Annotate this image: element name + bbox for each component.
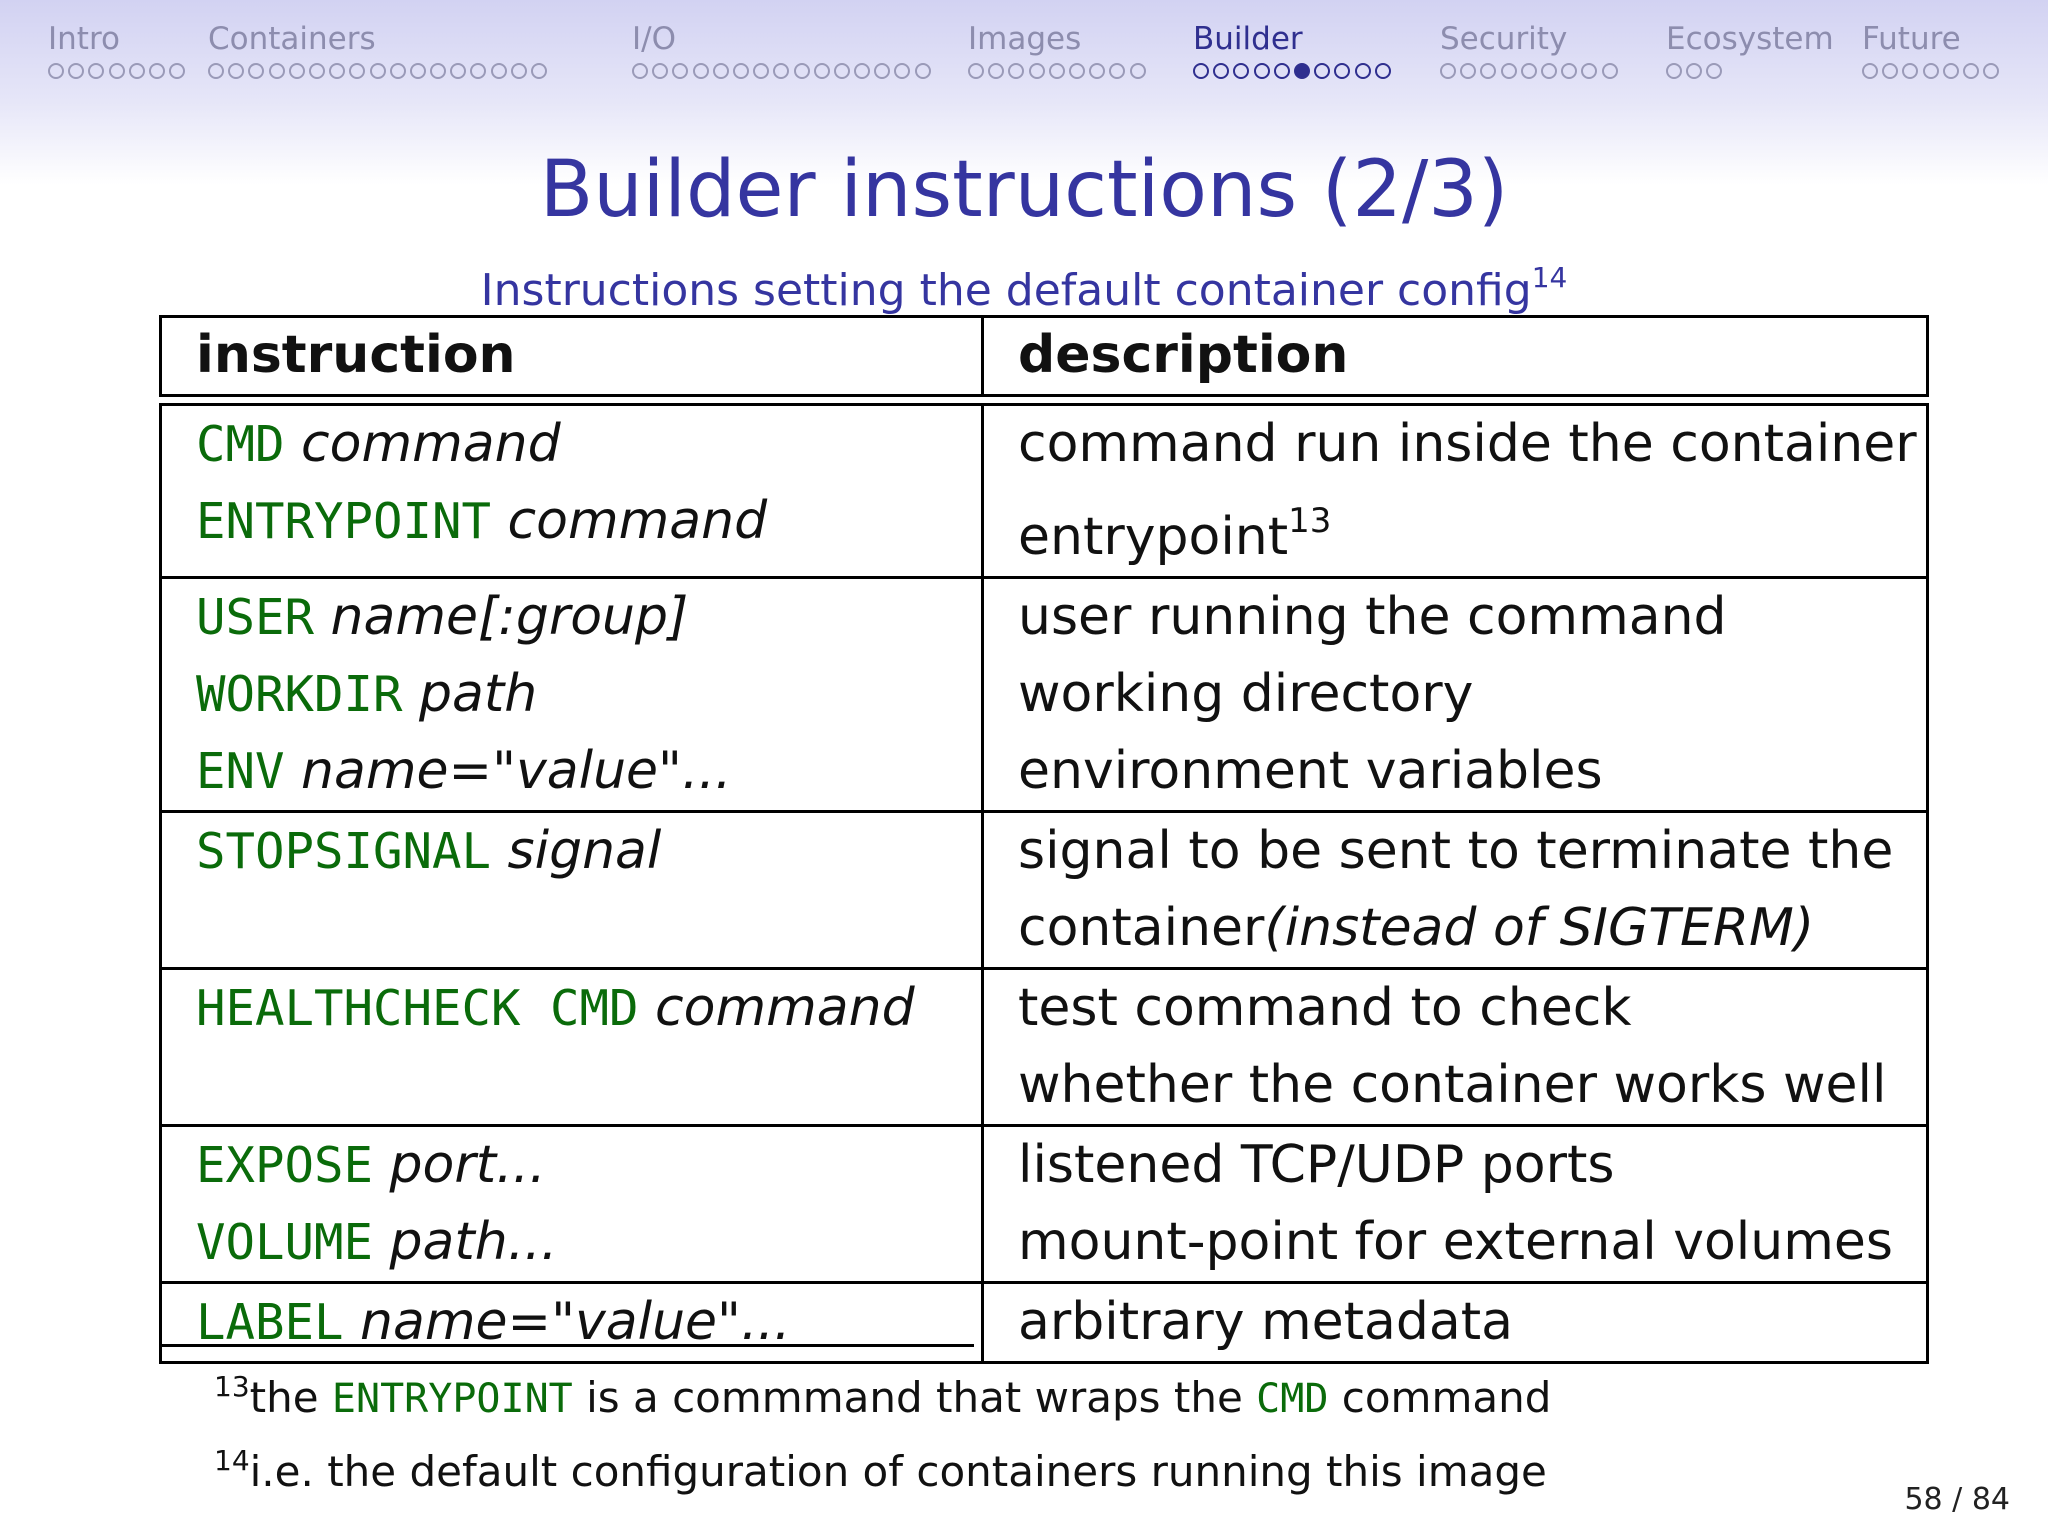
slide-dot[interactable] (228, 63, 244, 79)
table-row (161, 1283, 1928, 1363)
nav-section-dots (1193, 63, 1395, 85)
header-separator (161, 396, 1928, 405)
slide-title: Builder instructions (2/3) (539, 145, 1509, 235)
instruction-cell (161, 1126, 983, 1283)
slide-dot[interactable] (1460, 63, 1476, 79)
instruction-keyword: VOLUME (196, 1214, 374, 1271)
slide-dot[interactable] (1882, 63, 1898, 79)
instruction-line (196, 1284, 981, 1361)
slide-dot[interactable] (834, 63, 850, 79)
slide-dot[interactable] (1501, 63, 1517, 79)
instruction-keyword: CMD (196, 416, 285, 473)
instruction-keyword: ENV (196, 743, 285, 800)
slide-dot[interactable] (309, 63, 325, 79)
nav-section-dots (632, 63, 935, 85)
slide-dot[interactable] (1049, 63, 1065, 79)
instruction-keyword: USER (196, 589, 315, 646)
nav-section-label: I/O (632, 21, 676, 57)
description-text: entrypoint (1018, 507, 1289, 567)
slide-dot[interactable] (1130, 63, 1146, 79)
slide-dot[interactable] (1706, 63, 1722, 79)
slide-dot[interactable] (874, 63, 890, 79)
nav-section-intro[interactable] (48, 18, 189, 85)
slide-dot[interactable] (672, 63, 688, 79)
instruction-keyword: HEALTHCHECK CMD (196, 980, 639, 1037)
nav-section-label: Builder (1193, 21, 1303, 57)
table-row (161, 969, 1928, 1126)
current-slide-dot[interactable] (1294, 63, 1310, 79)
slide-dot[interactable] (1541, 63, 1557, 79)
description-italic-text: (instead of SIGTERM) (1264, 898, 1815, 958)
footnote-13 (214, 1356, 1551, 1430)
slide-dot[interactable] (1375, 63, 1391, 79)
slide-dot[interactable] (531, 63, 547, 79)
slide-dot[interactable] (129, 63, 145, 79)
footnote-marker-14[interactable]: 14 (1531, 261, 1568, 294)
instruction-line (196, 813, 981, 890)
instruction-line (196, 483, 981, 560)
nav-section-label: Security (1440, 21, 1568, 57)
slide-dot[interactable] (48, 63, 64, 79)
description-line: user running the command (1018, 587, 1727, 647)
footnote-text: the (249, 1373, 332, 1422)
table-row (161, 1126, 1928, 1283)
slide-dot[interactable] (1561, 63, 1577, 79)
footnote-marker-13[interactable]: 13 (1288, 501, 1332, 541)
description-cell (983, 969, 1928, 1126)
footnote-rule (159, 1344, 974, 1347)
slide-dot[interactable] (1314, 63, 1330, 79)
slide-dot[interactable] (1862, 63, 1878, 79)
instruction-argument: name[:group] (330, 587, 689, 647)
description-line (1018, 890, 1926, 967)
slide-dot[interactable] (1213, 63, 1229, 79)
instruction-line (196, 1204, 981, 1281)
nav-section-ecosystem[interactable] (1666, 18, 1834, 85)
footnote-number: 14 (214, 1444, 250, 1477)
instruction-cell (161, 405, 983, 578)
description-cell (983, 578, 1928, 812)
slide-dot[interactable] (1233, 63, 1249, 79)
slide-dot[interactable] (713, 63, 729, 79)
instruction-keyword: STOPSIGNAL (196, 823, 492, 880)
nav-section-label: Future (1862, 21, 1961, 57)
slide-dot[interactable] (1008, 63, 1024, 79)
slide-dot[interactable] (968, 63, 984, 79)
description-text: container (1018, 898, 1265, 958)
nav-section-security[interactable] (1440, 18, 1622, 85)
nav-section-builder[interactable] (1193, 18, 1395, 85)
slide-dot[interactable] (370, 63, 386, 79)
slide-dot[interactable] (1686, 63, 1702, 79)
slide-dot[interactable] (1193, 63, 1209, 79)
slide-dot[interactable] (894, 63, 910, 79)
description-line: listened TCP/UDP ports (1018, 1135, 1615, 1195)
instruction-line (196, 579, 981, 656)
slide-dot[interactable] (1254, 63, 1270, 79)
instruction-keyword: EXPOSE (196, 1137, 374, 1194)
description-line: environment variables (1018, 741, 1603, 801)
nav-section-label: Intro (48, 21, 120, 57)
slide-dot[interactable] (1480, 63, 1496, 79)
slide-dot[interactable] (1334, 63, 1350, 79)
slide-dot[interactable] (289, 63, 305, 79)
instruction-line (196, 733, 981, 810)
slide-dot[interactable] (390, 63, 406, 79)
description-line: whether the container works well (1018, 1055, 1887, 1115)
nav-section-label: Containers (208, 21, 376, 57)
slide-dot[interactable] (248, 63, 264, 79)
slide-dot[interactable] (430, 63, 446, 79)
table-row (161, 405, 1928, 578)
instruction-argument: name="value"... (360, 1292, 791, 1352)
slide-dot[interactable] (1963, 63, 1979, 79)
nav-section-dots (1440, 63, 1622, 85)
slide-dot[interactable] (511, 63, 527, 79)
page-number: 58 / 84 (1904, 1482, 2010, 1517)
instruction-keyword: LABEL (196, 1294, 344, 1351)
slide-dot[interactable] (491, 63, 507, 79)
instruction-cell (161, 812, 983, 969)
slide-dot[interactable] (149, 63, 165, 79)
slide-subtitle (0, 250, 2048, 319)
slide-dot[interactable] (68, 63, 84, 79)
description-cell (983, 1126, 1928, 1283)
nav-section-dots (1862, 63, 2003, 85)
instruction-line (196, 656, 981, 733)
slide-dot[interactable] (1521, 63, 1537, 79)
nav-section-containers[interactable] (208, 18, 551, 85)
footnote-text: i.e. the default configuration of containers running this image (249, 1447, 1547, 1496)
slide-dot[interactable] (1902, 63, 1918, 79)
slide-dot[interactable] (1581, 63, 1597, 79)
column-header-description: description (983, 317, 1928, 396)
table-row (161, 578, 1928, 812)
slide-dot[interactable] (410, 63, 426, 79)
slide-dot[interactable] (1274, 63, 1290, 79)
slide-dot[interactable] (1029, 63, 1045, 79)
slide-dot[interactable] (652, 63, 668, 79)
table-header-row (161, 317, 1928, 396)
slide-dot[interactable] (1440, 63, 1456, 79)
slide-dot[interactable] (1923, 63, 1939, 79)
slide-dot[interactable] (988, 63, 1004, 79)
instruction-argument: path (419, 664, 538, 724)
description-line: signal to be sent to terminate the (1018, 821, 1894, 881)
slide-dot[interactable] (450, 63, 466, 79)
slide-dot[interactable] (109, 63, 125, 79)
nav-section-dots (968, 63, 1150, 85)
description-cell (983, 812, 1928, 969)
description-line: command run inside the container (1018, 414, 1917, 474)
slide-dot[interactable] (88, 63, 104, 79)
instruction-line (196, 970, 981, 1047)
slide-dot[interactable] (814, 63, 830, 79)
instruction-keyword: WORKDIR (196, 666, 403, 723)
instruction-argument: path... (389, 1212, 558, 1272)
nav-section-dots (208, 63, 551, 85)
description-cell (983, 1283, 1928, 1363)
instruction-argument: command (301, 414, 561, 474)
slide-dot[interactable] (733, 63, 749, 79)
instruction-cell (161, 1283, 983, 1363)
description-line: mount-point for external volumes (1018, 1212, 1893, 1272)
instruction-argument: command (655, 978, 915, 1038)
slide-dot[interactable] (1355, 63, 1371, 79)
slide-dot[interactable] (470, 63, 486, 79)
instruction-argument: command (507, 491, 768, 551)
footnote-text: is a commmand that wraps the (572, 1373, 1257, 1422)
slide-dot[interactable] (1602, 63, 1618, 79)
slide-dot[interactable] (1666, 63, 1682, 79)
slide-dot[interactable] (349, 63, 365, 79)
slide-dot[interactable] (1109, 63, 1125, 79)
slide-dot[interactable] (915, 63, 931, 79)
slide-dot[interactable] (1943, 63, 1959, 79)
footnote-number: 13 (214, 1370, 250, 1403)
instruction-argument: signal (507, 821, 662, 881)
instruction-cell (161, 969, 983, 1126)
instruction-keyword: ENTRYPOINT (196, 493, 492, 550)
slide-dot[interactable] (794, 63, 810, 79)
description-line: arbitrary metadata (1018, 1292, 1514, 1352)
slide-dot[interactable] (854, 63, 870, 79)
instruction-line (196, 1127, 981, 1204)
description-line: working directory (1018, 664, 1474, 724)
instruction-line (196, 406, 981, 483)
description-line: test command to check (1018, 978, 1632, 1038)
footnote-text: command (1328, 1373, 1552, 1422)
slide-dot[interactable] (632, 63, 648, 79)
slide-dot[interactable] (1089, 63, 1105, 79)
footnote-keyword: CMD (1256, 1376, 1329, 1422)
footnote-keyword: ENTRYPOINT (331, 1376, 573, 1422)
description-cell (983, 405, 1928, 578)
column-header-instruction: instruction (161, 317, 983, 396)
nav-section-label: Images (968, 21, 1082, 57)
instruction-argument: port... (389, 1135, 546, 1195)
subtitle-text: Instructions setting the default container config (480, 265, 1532, 316)
instruction-argument: name="value"... (301, 741, 732, 801)
table-row (161, 812, 1928, 969)
nav-section-dots (48, 63, 189, 85)
footnote-14 (214, 1430, 1551, 1503)
nav-section-images[interactable] (968, 18, 1150, 85)
slide-dot[interactable] (169, 63, 185, 79)
slide-dot[interactable] (753, 63, 769, 79)
nav-section-future[interactable] (1862, 18, 2003, 85)
slide-dot[interactable] (1069, 63, 1085, 79)
slide-dot[interactable] (693, 63, 709, 79)
slide-dot[interactable] (329, 63, 345, 79)
nav-section-io[interactable] (632, 18, 935, 85)
nav-section-dots (1666, 63, 1834, 85)
builder-instructions-table (159, 315, 1929, 1364)
nav-section-label: Ecosystem (1666, 21, 1834, 57)
slide-dot[interactable] (269, 63, 285, 79)
slide-dot[interactable] (208, 63, 224, 79)
instruction-cell (161, 578, 983, 812)
slide-dot[interactable] (773, 63, 789, 79)
slide-dot[interactable] (1983, 63, 1999, 79)
description-line (1018, 483, 1926, 576)
footnotes (214, 1356, 1551, 1503)
